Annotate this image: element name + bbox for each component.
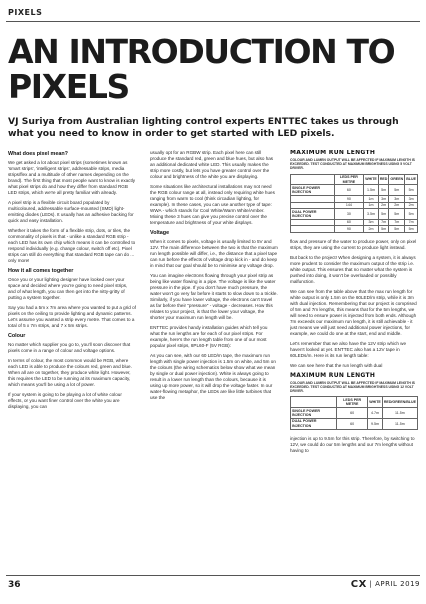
paragraph: As you can see, with our 60 LED/m tape, the maximum run length with single power injection is 1.5m on white, and 5m on the colours (the wiring schematics below show what we mean by single or dual power injection). White is always going to result in a lower run length than the colours, because it is using up more power, so it will drop the voltage faster. In our water-flowing metaphor, the LEDs are like little turbines that use the bbox=[150, 353, 276, 400]
table-cell: 60 bbox=[334, 219, 364, 225]
table-cell: 5m bbox=[405, 185, 418, 196]
run-length-table-12v bbox=[290, 373, 418, 430]
footer-divider bbox=[6, 575, 420, 576]
paragraph: Let's remember that we also have the 12V strip which we haven't looked at yet. ENTTEC also has a 12V tape in 60LEDs/m. Here is its run length table: bbox=[290, 340, 407, 358]
table-cell: SINGLE POWER INJECTION bbox=[291, 408, 337, 419]
table-cell: 2m bbox=[378, 202, 389, 208]
paragraph: injection is up to 9.5m for this strip. Therefore, by switching to 12V, we could do our 5m lengths and our 7m lengths without having to bbox=[290, 435, 415, 453]
table-cell: SINGLE POWER INJECTION bbox=[291, 185, 335, 196]
table-cell: 5m bbox=[405, 226, 418, 232]
paragraph: Once you or your lighting designer have looked over your space and decided where you're going to need pixel strips, and of what length, you can then get into the nitty-gritty of putting a system together. bbox=[8, 277, 128, 300]
subheading: Colour bbox=[8, 333, 26, 339]
paragraph: Some situations like architectural installations may not need the RGB colour range at all, instead only requiring white hues ranging from warm to cool (think circadian lighting, for example). In these cases, you can use another type of tape: WWA - which stands for Cool White/Warm White/Amber. Mixing these 3 hues can give you precise control over the temperature and brightness of your white displays. bbox=[150, 184, 275, 225]
table-cell: 60 bbox=[337, 418, 368, 429]
paragraph: We get asked a lot about pixel strips (sometimes known as 'smart strips', 'intelligent strips', addressable strips, media strips/flex and a multitude of other names depending on the brand). The first thing that most people want to know is exactly what pixel strips do and how they differ from standard RGB LED strips, which we're all pretty familiar with already. bbox=[8, 160, 136, 195]
paragraph: usually opt for an RGBW strip. Each pixel here can still produce the standard red, green and blue hues, but also has an additional dedicated white LED. This usually makes the strip more costly, but lets you have greater control over the colour and brightness of the white you are displaying. bbox=[150, 150, 274, 179]
table-cell: 1.5m bbox=[364, 185, 379, 196]
article-title: AN INTRODUCTION TO PIXELS bbox=[8, 32, 395, 106]
table-row bbox=[291, 185, 418, 196]
table-cell: 7m bbox=[405, 219, 418, 225]
table-cell: 3m bbox=[364, 219, 379, 225]
table-cell: 2m bbox=[405, 202, 418, 208]
article-standfirst: VJ Suriya from Australian lighting control experts ENTTEC takes us through what you need to know in order to get started with LED pixels. bbox=[8, 116, 399, 139]
table-cell: 1m bbox=[364, 202, 379, 208]
table-header-row bbox=[291, 397, 418, 408]
paragraph: flow and pressure of the water to produce power, only on pixel strips, they are using the current to produce light instead. bbox=[290, 238, 417, 250]
table-row bbox=[291, 209, 418, 220]
table-cell: DUAL POWER INJECTION bbox=[291, 418, 337, 429]
paragraph: We can see from the table above that the max run length for white output is only 1.5m on the 60LED/m strip, while it is 3m with dual injection. Remembering that our project is comprised of 5m and 7m lengths, this means that for the 5m lengths, we will need to ensure power is injected from both ends. Although 7m exceeds our maximum run length, it is still achievable - it just means we will just need additional power injections, for example, we could do one at the start, end and middle. bbox=[290, 288, 417, 336]
table-cell: 60 bbox=[337, 408, 368, 419]
table-header-cell: GREEN bbox=[389, 174, 405, 185]
table-cell: 3.5m bbox=[364, 209, 379, 220]
issue-date: | APRIL 2019 bbox=[369, 580, 420, 588]
paragraph: Whether it takes the form of a flexible strip, dots, or tiles, the commonality of pixels is that - unlike a standard RGB strip - each LED has its own chip which means it can be controlled to respond individually (e.g. change colour, switch off etc). Pixel strips can still do everything that standard RGB tape can do ... only more! bbox=[8, 228, 136, 263]
table-cell bbox=[291, 226, 335, 232]
paragraph: Say you had a 5m x 7m area where you wanted to put a grid of pixels on the ceiling to provide lighting and dynamic patterns. Let's assume you wanted a strip every metre. That comes to a total of 5 x 7m strips, and 7 x 5m strips. bbox=[8, 305, 136, 328]
table-header-row bbox=[291, 174, 418, 185]
table-note: COLOUR AND LUMEN OUTPUT WILL BE AFFECTED IF MAXIMUM LENGTH IS EXCEEDED. TEST CONDUCTED AT MAXIMUM BRIGHTNESS USING 12 VOLT DRIVER. bbox=[290, 380, 415, 394]
table-row bbox=[291, 226, 418, 232]
table-cell: 5m bbox=[378, 209, 389, 220]
table-header-cell: WHITE bbox=[368, 397, 383, 408]
column-2 bbox=[150, 150, 278, 570]
table-header-cell: BLUE bbox=[405, 174, 418, 185]
run-length-table-5v bbox=[290, 150, 418, 233]
table-header-cell: RED/GREEN/BLUE bbox=[382, 397, 417, 408]
table-header-cell: RED bbox=[378, 174, 389, 185]
page-number: 36 bbox=[8, 580, 21, 590]
table-cell: 1m bbox=[364, 196, 379, 202]
table-cell: 2m bbox=[389, 202, 405, 208]
paragraph: In terms of colour, the most common would be RGB, where each LED is able to produce the colours red, green and blue. When all are on together, they produce white light. However, this requires the LED to be running at its maximum capacity, which means you'll be using a lot of power. bbox=[8, 358, 132, 387]
table-header-cell bbox=[291, 397, 337, 408]
table-header-cell: LEDS PER METRE bbox=[337, 397, 368, 408]
paragraph: We can see here that the run length with dual bbox=[290, 362, 383, 368]
table-cell: 5m bbox=[378, 226, 389, 232]
column-3 bbox=[290, 150, 418, 570]
table-cell: 30 bbox=[334, 209, 364, 220]
table-row bbox=[291, 418, 418, 429]
table-cell: 7m bbox=[389, 219, 405, 225]
table-cell: 7m bbox=[378, 219, 389, 225]
table-header-cell: LEDS PER METRE bbox=[334, 174, 364, 185]
run-length-table bbox=[290, 174, 418, 233]
run-length-table bbox=[290, 396, 418, 429]
table-header-cell bbox=[291, 174, 335, 185]
table-header-cell: WHITE bbox=[364, 174, 379, 185]
table-cell: 9.5m bbox=[368, 418, 383, 429]
table-cell: 5m bbox=[389, 226, 405, 232]
paragraph: You can imagine electrons flowing through your pixel strip as being like water flowing in a pipe. The voltage is like the water pressure in the pipe. If you don't have much pressure, the water won't go very far before it starts to slow down to a trickle. Similarly, if you have lower voltage, the electrons can't travel as far before their "pressure" - voltage - decreases. How this relates to your project, is that the lower your voltage, the shorter your maximum run length will be. bbox=[150, 273, 278, 320]
table-cell: 90 bbox=[334, 226, 364, 232]
table-cell: 5m bbox=[405, 209, 418, 220]
table-cell: 90 bbox=[334, 196, 364, 202]
table-cell: 2m bbox=[364, 226, 379, 232]
table-cell: 3m bbox=[378, 196, 389, 202]
magazine-logo: CX bbox=[350, 579, 367, 590]
table-heading: MAXIMUM RUN LENGTH bbox=[290, 150, 376, 156]
paragraph: A pixel strip is a flexible circuit board populated by multicoloured, addressable surface-mounted (SMD) light-emitting diodes (LEDs). It usually has an adhesive backing for quick and easy installation. bbox=[8, 200, 134, 223]
table-cell: 5m bbox=[378, 185, 389, 196]
subheading: Voltage bbox=[150, 230, 170, 236]
table-note: COLOUR AND LUMEN OUTPUT WILL BE AFFECTED IF MAXIMUM LENGTH IS EXCEEDED. TEST CONDUCTED AT MAXIMUM BRIGHTNESS USING 5 VOLT DRIVER. bbox=[290, 158, 415, 171]
table-heading: MAXIMUM RUN LENGTH bbox=[290, 371, 376, 379]
table-cell: DUAL POWER INJECTION bbox=[291, 209, 335, 220]
paragraph: No matter which supplier you go to, you'll soon discover that pixels come in a range of colour and voltage options. bbox=[8, 342, 131, 353]
table-cell: 144 bbox=[334, 202, 364, 208]
section-tag: PIXELS bbox=[8, 8, 43, 17]
table-cell: 60 bbox=[334, 185, 364, 196]
table-cell: 5m bbox=[389, 209, 405, 220]
paragraph: ENTTEC provides handy installation guides which tell you what the run lengths are for each of our pixel strips. For example, here's the run length table from one of our most popular pixel strips, 8PL60-F (5V RGB): bbox=[150, 325, 268, 348]
table-row bbox=[291, 408, 418, 419]
table-cell: 3m bbox=[389, 196, 405, 202]
paragraph: When it comes to pixels, voltage is usually limited to 5V and 12V. The main difference between the two is that the maximum run length possible will differ, i.e., the distance that a pixel tape can run before the effects of voltage drop kick in - and do keep in mind that our goal should be to minimise any voltage drop. bbox=[150, 239, 278, 268]
table-cell: 11.5m bbox=[382, 408, 417, 419]
subheading: How it all comes together bbox=[8, 268, 74, 274]
table-cell: 5m bbox=[389, 185, 405, 196]
header-divider bbox=[6, 21, 420, 22]
footer-issue bbox=[351, 579, 420, 590]
paragraph: But back to the project! When designing a system, it is always more prudent to consider the maximum output of the strip i.e. white output. This ensures that no matter what the system is pushed into doing, it won't be overloaded or possibly malfunction. bbox=[290, 254, 416, 284]
table-cell: 4.7m bbox=[368, 408, 383, 419]
table-cell: 11.5m bbox=[382, 418, 417, 429]
table-cell: 3m bbox=[405, 196, 418, 202]
column-1 bbox=[8, 150, 136, 570]
subheading: What does pixel mean? bbox=[8, 151, 68, 157]
paragraph: If your system is going to be playing a lot of white colour effects, or you want finer control over the white you are displaying, you can bbox=[8, 392, 122, 409]
